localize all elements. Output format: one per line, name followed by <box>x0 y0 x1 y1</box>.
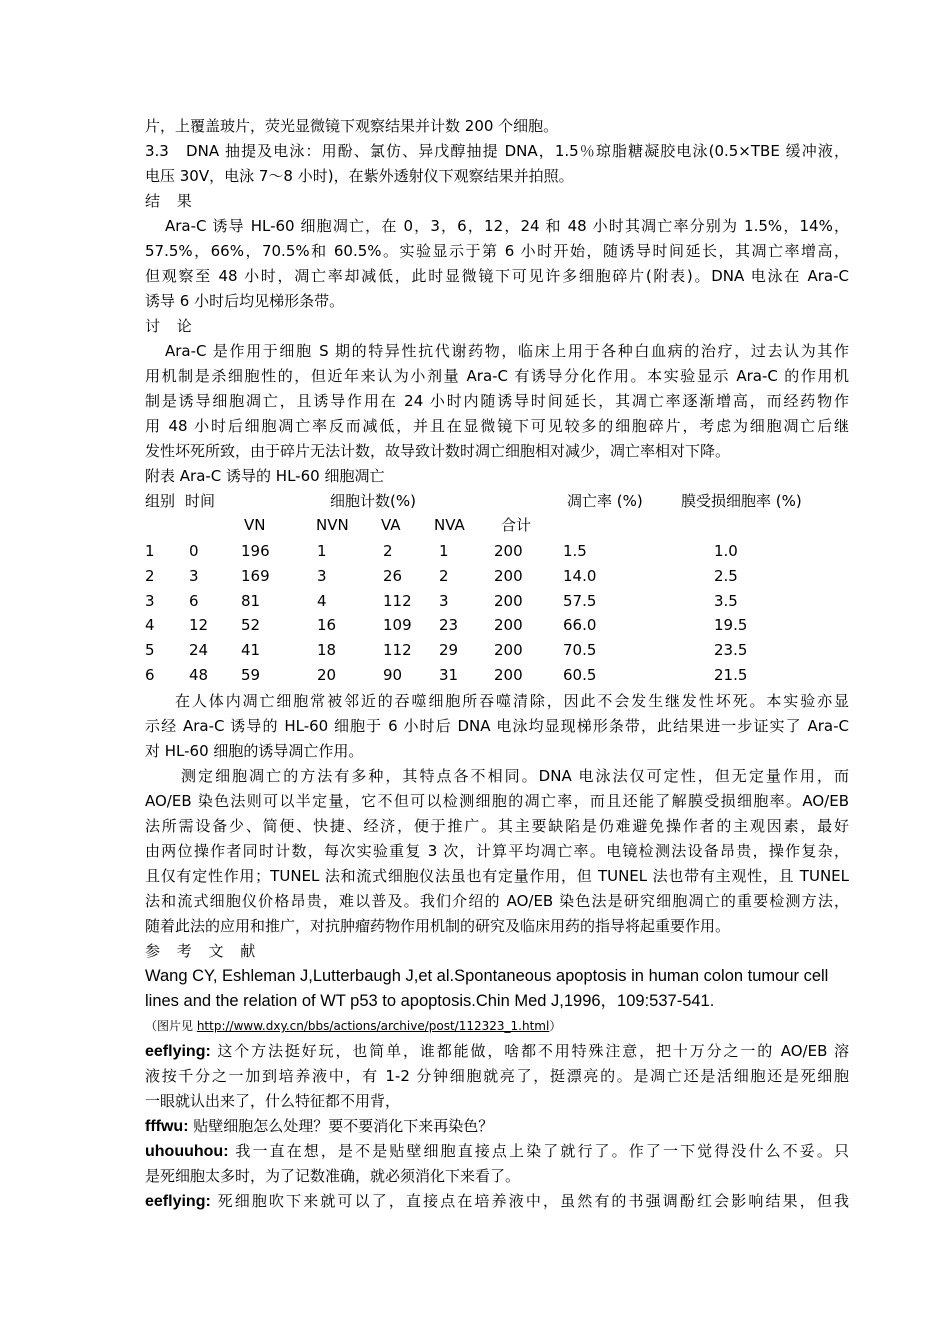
forum-post-line: 液按千分之一加到培养液中，有 1-2 分钟细胞就亮了，挺漂亮的。是凋亡还是活细胞还是死细胞 <box>145 1067 849 1085</box>
body-line: 对 HL-60 细胞的诱导凋亡作用。 <box>145 742 364 760</box>
table-cell: 1.0 <box>714 542 738 560</box>
table-header-cell: 组别 <box>145 492 176 510</box>
body-line: 由两位操作者同时计数，每次实验重复 3 次，计算平均凋亡率。电镜检测法设备昂贵，操作复杂， <box>145 842 849 860</box>
table-cell: 21.5 <box>714 666 748 684</box>
body-line: 在人体内凋亡细胞常被邻近的吞噬细胞所吞噬清除，因此不会发生继发性坏死。本实验亦显 <box>175 692 849 710</box>
table-cell: 6 <box>145 666 155 684</box>
table-subheader-cell: NVN <box>316 516 349 534</box>
forum-post-line: 是死细胞太多时，为了记数准确，就必须消化下来看了。 <box>145 1167 521 1185</box>
table-cell: 48 <box>189 666 209 684</box>
table-cell: 200 <box>494 542 523 560</box>
table-cell: 200 <box>494 666 523 684</box>
forum-post-line: 一眼就认出来了，什么特征都不用背， <box>145 1092 401 1110</box>
table-cell: 1 <box>145 542 155 560</box>
table-cell: 60.5 <box>563 666 597 684</box>
forum-post <box>145 1039 849 1064</box>
forum-username: uhouuhou: <box>145 1143 229 1160</box>
body-line: 随着此法的应用和推广，对抗肿瘤药物作用机制的研究及临床用药的指导将起重要作用。 <box>145 917 731 935</box>
table-header-cell: 膜受损细胞率 (%) <box>681 492 802 510</box>
table-cell: 112 <box>383 591 412 610</box>
table-header-cell: 时间 <box>185 492 216 510</box>
discussion-line: 用机制是杀细胞性的，但近年来认为小剂量 Ara-C 有诱导分化作用。本实验显示 Ara-C 的作用机 <box>145 367 849 385</box>
table-cell: 4 <box>145 616 155 635</box>
table-cell: 2 <box>439 566 449 585</box>
table-cell: 66.0 <box>563 616 597 635</box>
image-note-prefix: （图片见 <box>145 1019 197 1033</box>
table-cell: 3 <box>439 591 449 610</box>
table-cell: 0 <box>189 542 199 560</box>
table-cell: 19.5 <box>714 616 748 635</box>
table-cell: 90 <box>383 666 403 684</box>
table-cell: 200 <box>494 566 523 585</box>
table-cell: 1 <box>317 542 327 560</box>
table-cell: 6 <box>189 591 199 610</box>
table-cell: 29 <box>439 641 459 660</box>
document-page <box>145 114 849 1214</box>
table-cell: 12 <box>189 616 209 635</box>
table-cell: 196 <box>241 542 270 560</box>
table-cell: 52 <box>241 616 261 635</box>
body-line: 法所需设备少、简便、快捷、经济，便于推广。其主要缺陷是仍难避免操作者的主观因素，最好 <box>145 817 849 835</box>
discussion-line: 制是诱导细胞凋亡，且诱导作用在 24 小时内随诱导时间延长，其凋亡率逐渐增高，而经药物作 <box>145 392 849 410</box>
table-cell: 26 <box>383 566 403 585</box>
table-cell: 81 <box>241 591 261 610</box>
image-note-link[interactable]: http://www.dxy.cn/bbs/actions/archive/post/112323_1.html <box>196 1019 550 1033</box>
forum-text: 这个方法挺好玩，也简单，谁都能做，啥都不用特殊注意，把十万分之一的 AO/EB 溶 <box>210 1042 849 1060</box>
forum-text: 我一直在想，是不是贴壁细胞直接点上染了就行了。作了一下觉得没什么不妥。只 <box>228 1142 849 1160</box>
table-cell: 4 <box>317 591 327 610</box>
results-line: 57.5%，66%，70.5%和 60.5%。实验显示于第 6 小时开始，随诱导时间延长，其凋亡率增高， <box>145 242 849 260</box>
discussion-line: 发性坏死所致，由于碎片无法计数，故导致计数时凋亡细胞相对减少，凋亡率相对下降。 <box>145 442 731 460</box>
reference-line: Wang CY, Eshleman J,Lutterbaugh J,et al.Spontaneous apoptosis in human colon tumour cell <box>145 967 829 985</box>
table-cell: 24 <box>189 641 209 660</box>
forum-post <box>145 1139 849 1164</box>
body-line: AO/EB 染色法则可以半定量，它不但可以检测细胞的凋亡率，而且还能了解膜受损细胞率。AO/EB <box>145 792 849 810</box>
table-cell: 112 <box>383 641 412 660</box>
forum-text: 贴壁细胞怎么处理？要不要消化下来再染色？ <box>188 1117 494 1135</box>
image-note-suffix: ） <box>549 1019 562 1033</box>
table-caption: 附表 Ara-C 诱导的 HL-60 细胞凋亡 <box>145 467 385 485</box>
table-body <box>145 539 849 689</box>
table-cell: 3 <box>145 591 155 610</box>
table-header-cell: 凋亡率 (%) <box>567 492 643 510</box>
body-line: 法和流式细胞仪价格昂贵，难以普及。我们介绍的 AO/EB 染色法是研究细胞凋亡的重要检测方法， <box>145 892 849 910</box>
image-note <box>145 1014 849 1039</box>
results-line: 诱导 6 小时后均见梯形条带。 <box>145 292 345 310</box>
forum-username: eeflying: <box>145 1193 211 1210</box>
table-cell: 59 <box>241 666 261 684</box>
table-subheader-cell: 合计 <box>501 516 532 534</box>
table-cell: 2 <box>383 542 393 560</box>
table-cell: 18 <box>317 641 337 660</box>
table-cell: 31 <box>439 666 459 684</box>
forum-text: 死细胞吹下来就可以了，直接点在培养液中，虽然有的书强调酚红会影响结果，但我 <box>210 1192 849 1210</box>
results-line: 但观察至 48 小时，凋亡率却减低，此时显微镜下可见许多细胞碎片(附表)。DNA 电泳在 Ara-C <box>145 267 849 285</box>
table-cell: 109 <box>383 616 412 635</box>
table-cell: 3.5 <box>714 591 738 610</box>
discussion-line: Ara-C 是作用于细胞 S 期的特异性抗代谢药物，临床上用于各种白血病的治疗，过去认为其作 <box>165 342 849 360</box>
table-cell: 3 <box>317 566 327 585</box>
table-cell: 41 <box>241 641 261 660</box>
table-cell: 200 <box>494 641 523 660</box>
reference-line: lines and the relation of WT p53 to apoptosis.Chin Med J,1996，109:537-541. <box>145 992 715 1010</box>
table-subheader-cell: NVA <box>434 516 465 534</box>
table-subheader-cell: VN <box>244 516 266 534</box>
table-cell: 70.5 <box>563 641 597 660</box>
body-line: 测定细胞凋亡的方法有多种，其特点各不相同。DNA 电泳法仅可定性，但无定量作用，而 <box>181 767 849 785</box>
results-line: Ara-C 诱导 HL-60 细胞凋亡，在 0，3，6，12，24 和 48 小时其凋亡率分别为 1.5%，14%， <box>165 217 849 235</box>
table-cell: 169 <box>241 566 270 585</box>
table-cell: 5 <box>145 641 155 660</box>
table-cell: 14.0 <box>563 566 597 585</box>
body-line: 片，上覆盖玻片，荧光显微镜下观察结果并计数 200 个细胞。 <box>145 117 559 135</box>
table-cell: 200 <box>494 616 523 635</box>
references-heading: 参 考 文 献 <box>145 942 262 960</box>
body-line: 且仅有定性作用；TUNEL 法和流式细胞仪法虽也有定量作用，但 TUNEL 法也带有主观性，且 TUNEL <box>145 867 849 885</box>
table-subheader-cell: VA <box>381 516 401 534</box>
discussion-heading: 讨 论 <box>145 317 198 335</box>
table-cell: 1.5 <box>563 542 587 560</box>
forum-username: eeflying: <box>145 1043 211 1060</box>
results-heading: 结 果 <box>145 192 198 210</box>
discussion-line: 用 48 小时后细胞凋亡率反而减低，并且在显微镜下可见较多的细胞碎片，考虑为细胞凋亡后继 <box>145 417 849 435</box>
table-header-cell: 细胞计数(%) <box>330 492 416 510</box>
body-line: 3.3 DNA 抽提及电泳：用酚、氯仿、异戊醇抽提 DNA，1.5％琼脂糖凝胶电泳(0.5×TBE 缓冲液， <box>145 142 849 160</box>
table-cell: 23.5 <box>714 641 748 660</box>
forum-post <box>145 1189 849 1214</box>
table-cell: 2.5 <box>714 566 738 585</box>
forum-username: fffwu: <box>145 1118 189 1135</box>
table-cell: 20 <box>317 666 337 684</box>
body-line: 电压 30V，电泳 7～8 小时)，在紫外透射仪下观察结果并拍照。 <box>145 167 574 185</box>
table-cell: 200 <box>494 591 523 610</box>
table-cell: 16 <box>317 616 337 635</box>
table-cell: 2 <box>145 566 155 585</box>
table-cell: 23 <box>439 616 459 635</box>
body-line: 示经 Ara-C 诱导的 HL-60 细胞于 6 小时后 DNA 电泳均显现梯形条带，此结果进一步证实了 Ara-C <box>145 717 849 735</box>
table-cell: 3 <box>189 566 199 585</box>
forum-post <box>145 1114 849 1139</box>
table-cell: 1 <box>439 542 449 560</box>
table-cell: 57.5 <box>563 591 597 610</box>
